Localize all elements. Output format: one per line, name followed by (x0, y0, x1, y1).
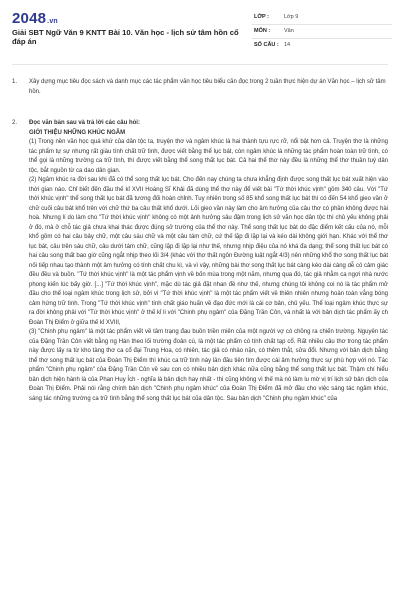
logo-text: 2048 (12, 10, 47, 27)
meta-row-class (252, 10, 392, 24)
logo-suffix: .vn (47, 18, 58, 25)
question-2-instruction: Đọc văn bản sau và trả lời các câu hỏi: (29, 120, 140, 126)
question-2-number: 2. (12, 120, 18, 126)
question-1-text: Xây dựng mục tiêu đọc sách và danh mục các tác phẩm văn học tiêu biểu cần đọc trong 2 tuần thực hiện dự án Văn học – lịch sử tâm hồn. (29, 79, 386, 95)
meta-table (252, 10, 392, 52)
meta-label-subject: MÔN : (252, 24, 282, 38)
header-divider (12, 64, 388, 65)
reading-title: GIỚI THIỆU NHỮNG KHÚC NGÂM (29, 129, 126, 136)
site-logo[interactable] (12, 10, 58, 27)
reading-paragraph-3: (3) "Chinh phụ ngâm" là một tác phẩm viết về tâm trạng đau buồn triền miên của một người vợ có chồng ra chiến trường. Nguyên tác của Đặng Trần Côn viết bằng ng Hán theo lối trường đoản cú, là một tác phẩm có tính chất tạp cổ. Rất nhiều câu thơ trong tác phẩm này được lấy ra từ kho tàng thơ ca cổ đại Trung Hoa, có nhiên, tác giả có nhào nặn, có thêm thắt, sửa đổi. Nhưng với bản dịch bằng thể thơ song thất lục bát của Đoàn Thị Điểm thì khúc ca trữ tình này lần đầu tiên tìm được cái âm hưởng thực sự phù hợp với nó. Tác phẩm "Chinh phụ ngâm" của Đặng Trần Côn về sau con có nhiều bản dịch khác nữa cũng bằng thể song thất lục bát. Thậm chí hiểu bản dịch hiện hành là của Phan Huy Ích - nghĩa là bản dịch hay nhất - thì cũng không vì thế mà nó làm lu mờ vị trí lịch sử bản dịch của Đoàn Thị Điểm. Phải nói rằng chính bản dịch "Chinh phụ ngâm khúc" của Đoàn Thị Điểm đã mở đầu cho việc sáng tác ngâm khúc, sáng tác những trường ca trữ tình bằng thể song thất lục bát của dân tộc. Sau bản dịch "Chinh phụ ngâm khúc" của (29, 329, 388, 402)
reading-paragraph-1: (1) Trong nền văn học quá khứ của dân tộc ta, truyện thơ và ngâm khúc là hai thành tựu rực rỡ, nổi bật hơn cả. Truyện thơ là những tác phẩm tự sự nhưng rất giàu tính chất trữ tình, được viết bằng thể lục bát, còn ngâm khúc là những tác phẩm hoàn toàn trữ tình, có thể gọi là những trường ca trữ tình, thì được viết bằng thể song thất lục bát. Cả hai thể thơ này đều là những thể thơ thuần tuý dân tộc, bắt nguồn từ ca dao dân gian. (29, 139, 388, 174)
question-2 (12, 119, 388, 404)
meta-value-subject: Văn (282, 24, 392, 38)
document-header (0, 0, 400, 60)
meta-row-count (252, 38, 392, 52)
document-content (12, 78, 388, 404)
meta-label-count: SỐ CÂU : (252, 38, 282, 52)
reading-paragraph-2: (2) Ngâm khúc ra đời sau khi đã có thể song thất lục bát. Cho đến nay chúng ta chưa khẳng định được song thất lục bát xuất hiện vào thời gian nào. Chỉ biết đến đầu thế kỉ XVII Hoàng Sĩ Khải đã dùng thể thơ này để viết bài "Tứ thời khúc vịnh" gồm 340 câu. Với "Tứ thời khúc vịnh" thể song thất lục bát đã tương đối hoàn chỉnh. Tuy nhiên trong số 85 khổ song thất lục bát thì có đến 54 khổ gieo vần ở chữ cuối câu bát khổ trên với chữ thứ ba câu thất khổ dưới. Lối gieo vần này làm cho âm hưởng của câu thơ có phần không được hài hoà. Nhưng lí do làm cho "Tứ thời khúc vịnh" không có một ảnh hưởng sâu đậm trong lịch sử văn học dân tộc thì chủ yếu không phải ở đó, mà ở chỗ tác giả chưa khai thác được đúng sở trường của thể thơ này. Thể song thất lục bát do đặc điểm kết cấu của nó, mỗi khổ gồm có hai câu bảy chữ, một câu sáu chữ và một câu tám chữ, cứ thế lặp đi lặp lại và kéo dài không giới hạn. Khác với thể thơ lục bát, câu trên sáu chữ, câu dưới tám chữ, cũng lặp đi lặp lại như thế, nhưng nhịp điệu của nó khá đa dạng; thể song thất lục bát có hai câu song thất bao giờ cũng ngắt nhịp theo lối 3/4 (khác với thơ thất ngôn Đường luật ngắt 4/3) nên những khổ thơ song thất lục bát nối tiếp nhau tạo thành một âm hưởng có tính chất chu kì, và vì vậy, những bài thơ song thất lục bát càng kéo dài càng dễ có cảm giác đều đều và buồn. "Tứ thời khúc vịnh" là một tác phẩm vịnh về bốn mùa trong một năm, nhưng qua đó, tác giả nhằm ca ngợi nhà nước phong kiến lúc bấy giờ. [...] "Tứ thời khúc vịnh", mặc dù tác giả đặt nhan đề như thế, nhưng chúng tôi không coi nó là tác phẩm mở đầu cho thể loại ngâm khúc trong lịch sử, bởi vì "Tứ thời khúc vịnh" là một tác phẩm viết về thiên nhiên nhưng hoàn toàn vắng bóng cảm hứng trữ tình. Trong "Tứ thời khúc vịnh" tính chất giáo huấn về đạo đức mới là cái cơ bản, chủ yếu. Thể loại ngâm khúc thực sự ra đời không phải với "Tứ thời khúc vịnh" ở thế kỉ li với "Chinh phụ ngâm" của Đặng Trần Côn, và nhất là với bản dịch tác phẩm ấy ch Đoàn Thị Điểm ở giữa thế kỉ XVIII, (29, 177, 388, 326)
meta-value-class: Lớp 9 (284, 13, 299, 20)
meta-row-subject (252, 24, 392, 38)
meta-label-class: LỚP : (254, 13, 269, 20)
document-title: Giải SBT Ngữ Văn 9 KNTT Bài 10. Văn học - lịch sử tâm hồn cổ đáp án (12, 28, 239, 46)
meta-value-count: 14 (282, 38, 392, 52)
question-1 (12, 78, 388, 97)
question-1-number: 1. (12, 79, 18, 85)
